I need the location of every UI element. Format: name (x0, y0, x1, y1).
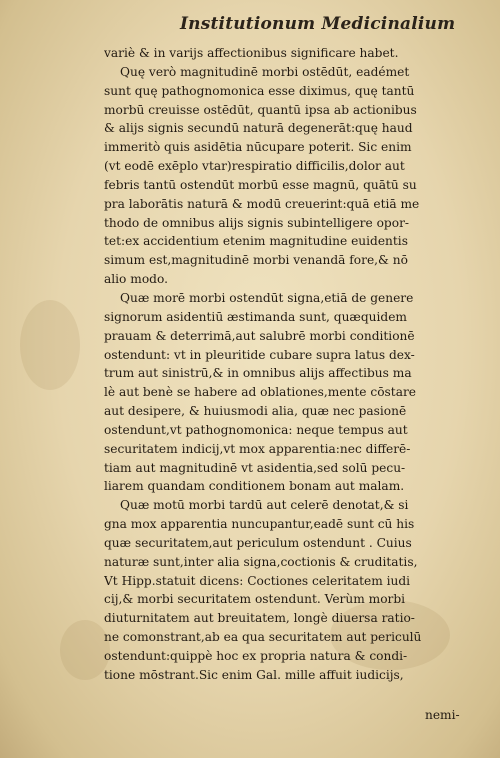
text-line: ne comonstrant,ab ea qua securitatem aut periculū (104, 630, 422, 645)
text-line: securitatem indicij,vt mox apparentia:nec differē- (104, 441, 411, 456)
text-line: liarem quandam conditionem bonam aut malam. (104, 479, 405, 494)
text-line: thodo de omnibus alijs signis subintelligere opor- (104, 215, 410, 230)
text-line: febris tantū ostendūt morbū esse magnū, quātū su (104, 177, 417, 192)
text-line: variè & in varijs affectionibus significare habet. (104, 46, 399, 60)
text-line: aut desipere, & huiusmodi alia, quæ nec pasionē (104, 404, 407, 419)
text-line: simum est,magnitudinē morbi venandā fore,& nō (104, 253, 408, 268)
text-line: morbū creuisse ostēdūt, quantū ipsa ab actionibus (104, 102, 417, 117)
text-line: tione mōstrant.Sic enim Gal. mille affuit iudicijs, (104, 667, 404, 682)
text-line: sunt quę pathognomonica esse diximus, quę tantū (104, 83, 415, 98)
text-line: ostendunt:quippè hoc ex propria natura & condi- (104, 649, 408, 663)
text-line: ostendunt,vt pathognomonica: neque tempus aut (104, 422, 408, 437)
text-line: prauam & deterrimā,aut salubrē morbi conditionē (104, 328, 415, 343)
text-line: lè aut benè se habere ad oblationes,mente cōstare (104, 385, 416, 400)
text-line: gna mox apparentia nuncupantur,eadē sunt cū his (104, 517, 415, 532)
text-line: Quę verò magnitudinē morbi ostēdūt, eadémet (120, 64, 410, 79)
text-line: tiam aut magnitudinē vt asidentia,sed solū pecu- (104, 460, 406, 475)
text-line: immeritò quis asidētia nūcupare poterit. Sic enim (104, 140, 412, 155)
paper-stain (20, 300, 80, 390)
text-line: naturæ sunt,inter alia signa,coctionis & cruditatis, (104, 554, 418, 569)
text-line: ostendunt: vt in pleuritide cubare supra latus dex- (104, 347, 415, 362)
text-line: alio modo. (104, 272, 168, 287)
running-header: Institutionum Medicinalium (180, 14, 456, 34)
text-line: pra laborātis naturā & modū creuerint:quā etiā me (104, 196, 420, 211)
text-line: Quæ morē morbi ostendūt signa,etiā de genere (120, 290, 414, 305)
text-line: diuturnitatem aut breuitatem, longè diuersa ratio- (104, 611, 415, 626)
text-line: Quæ motū morbi tardū aut celerē denotat,& si (120, 498, 409, 513)
text-line: tet:ex accidentium etenim magnitudine euidentis (104, 234, 408, 249)
text-line: (vt eodē exēplo vtar)respiratio difficilis,dolor aut (104, 159, 405, 174)
text-line: Vt Hipp.statuit dicens: Coctiones celeritatem iudi (104, 573, 411, 588)
text-line: signorum asidentiū æstimanda sunt, quæquidem (104, 309, 407, 324)
page-body-text (104, 44, 476, 685)
text-line: trum aut sinistrū,& in omnibus alijs affectibus ma (104, 366, 412, 381)
text-line: quæ securitatem,aut periculum ostendunt . Cuius (104, 535, 412, 550)
text-line: & alijs signis secundū naturā degenerāt:quę haud (104, 121, 413, 136)
catchword: nemi- (425, 708, 460, 722)
paper-stain (60, 620, 110, 680)
text-line: cij,& morbi securitatem ostendunt. Verùm morbi (104, 592, 406, 607)
